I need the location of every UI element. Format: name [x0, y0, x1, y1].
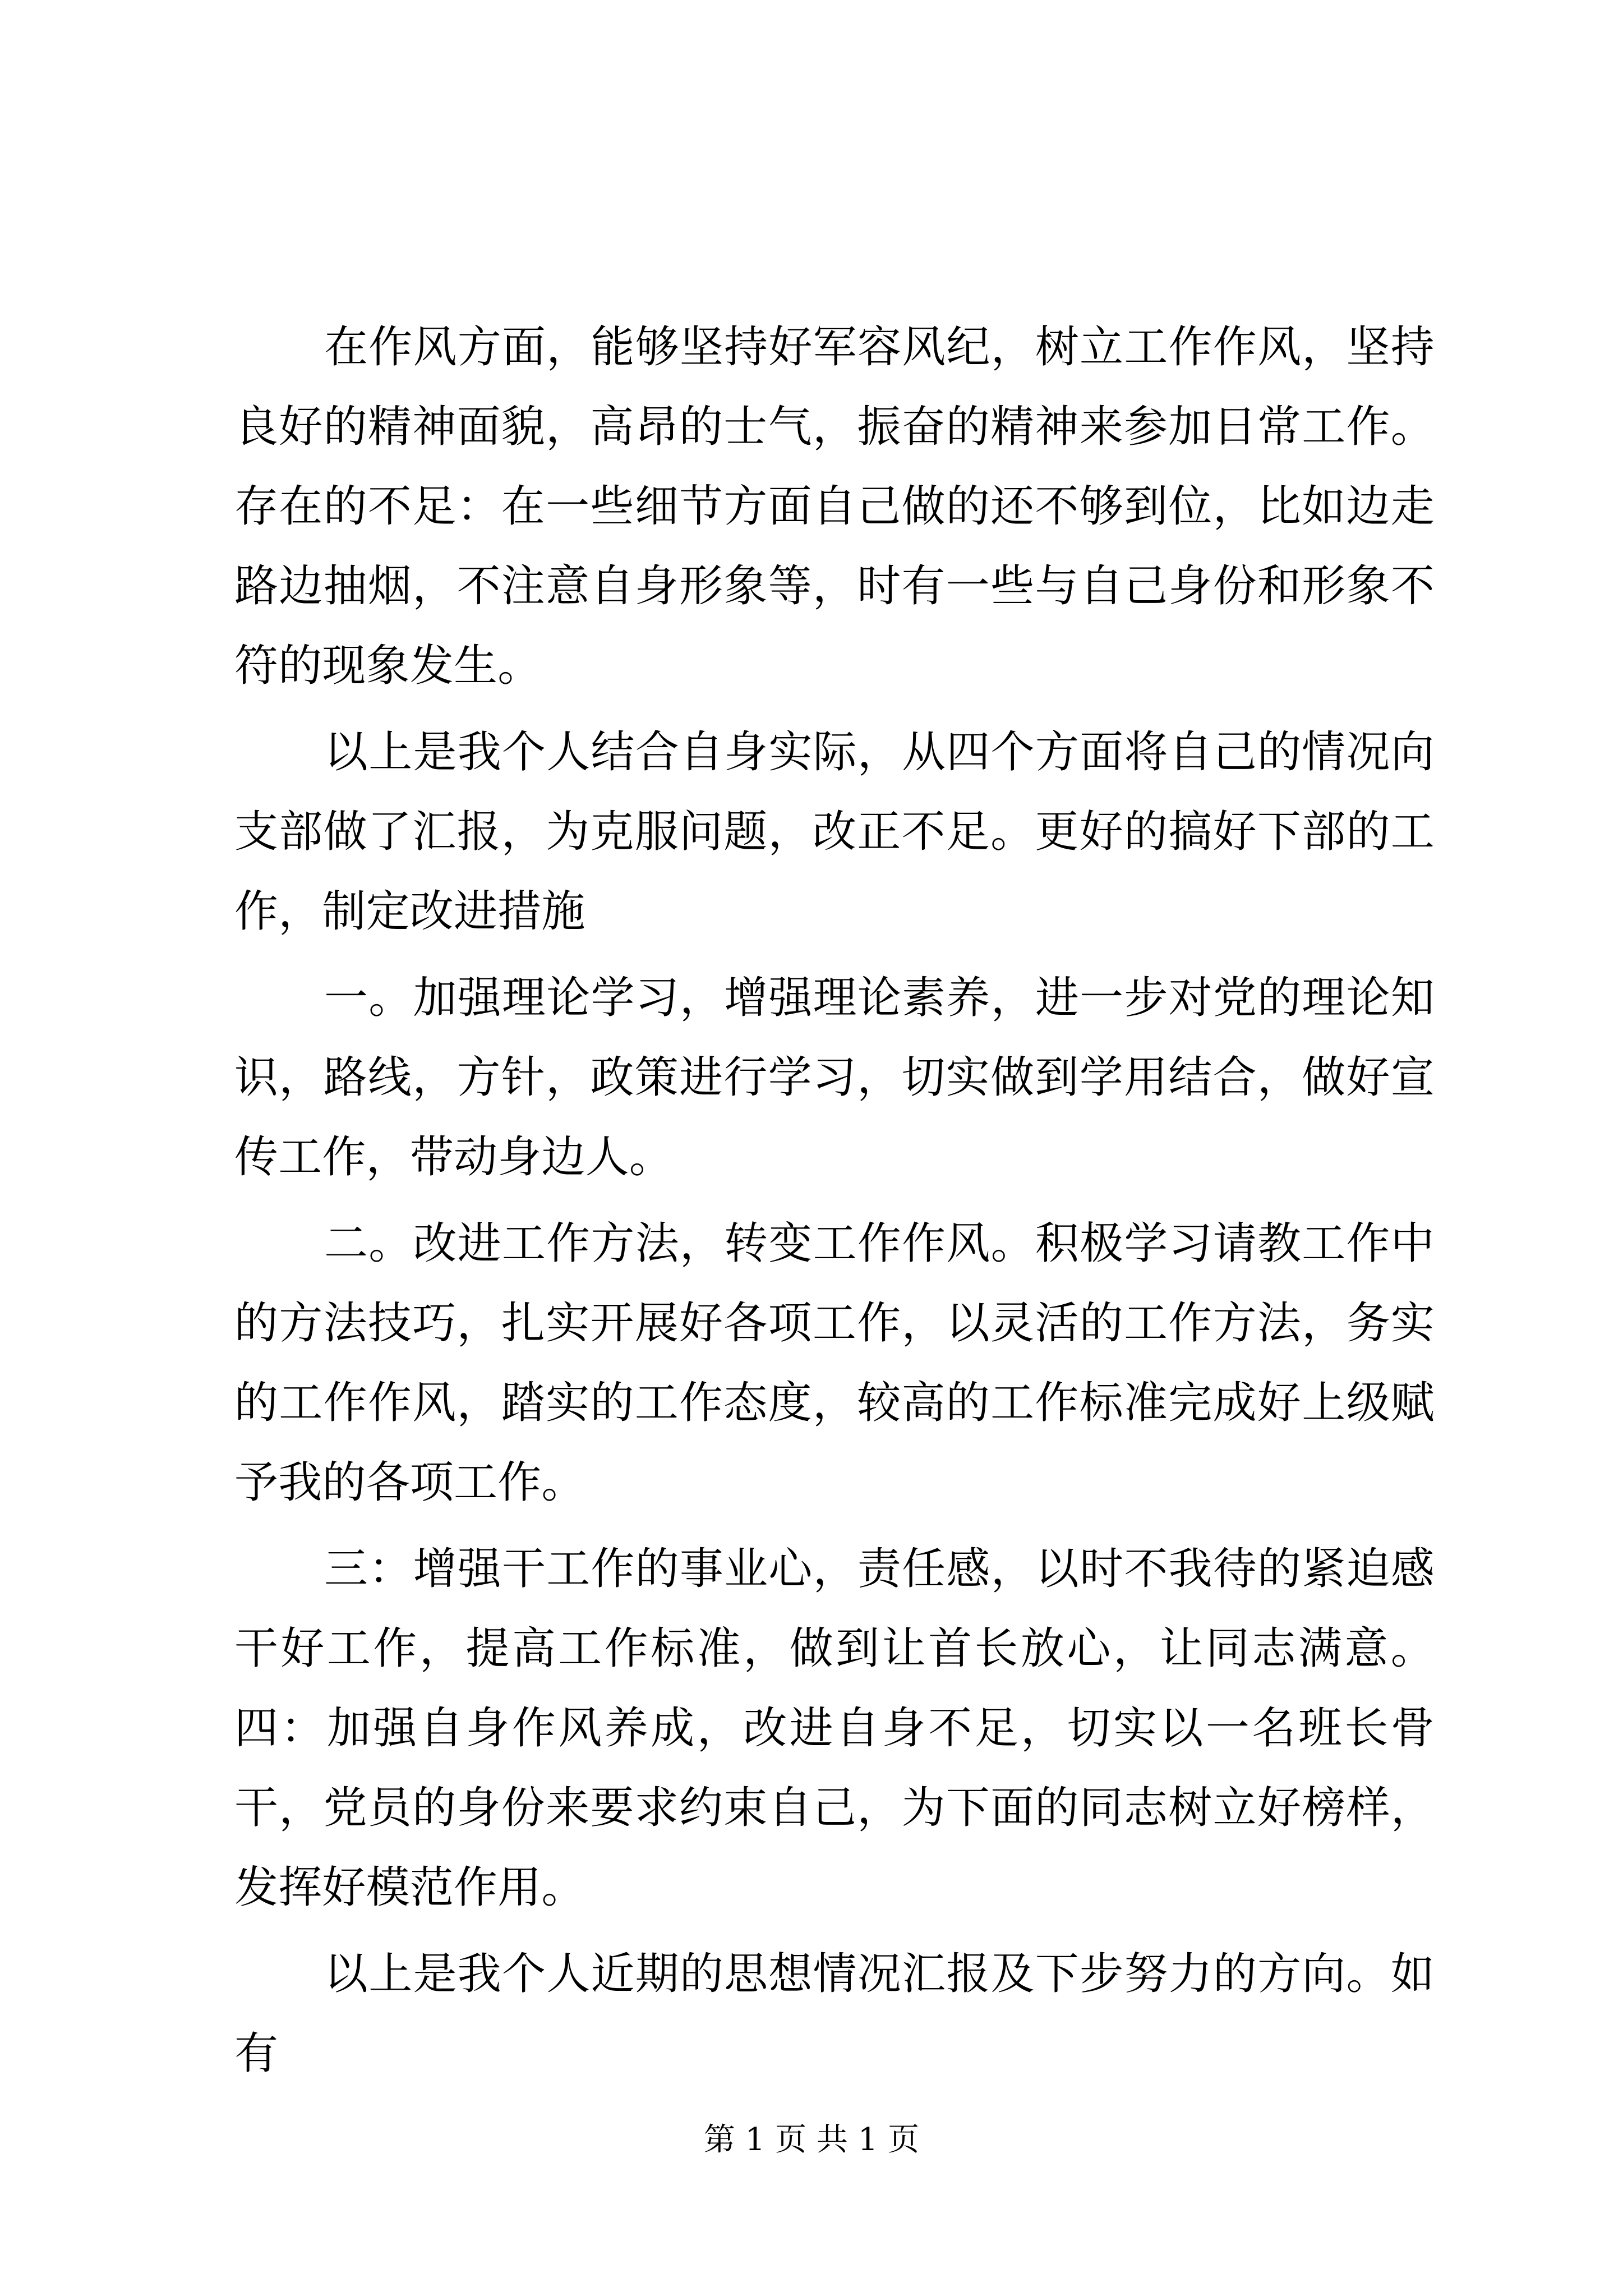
paragraph-measure-two: 二。改进工作方法，转变工作作风。积极学习请教工作中的方法技巧，扎实开展好各项工作，以灵活的工作方法，务实的工作作风，踏实的工作态度，较高的工作标准完成好上级赋予我的各项工作。 — [234, 1218, 1435, 1508]
paragraph-closing: 以上是我个人近期的思想情况汇报及下步努力的方向。如有 — [234, 1949, 1435, 2079]
paragraph-measure-one: 一。加强理论学习，增强理论素养，进一步对党的理论知识，路线，方针，政策进行学习，切实做到学用结合，做好宣传工作，带动身边人。 — [234, 973, 1435, 1182]
document-body — [234, 307, 1435, 2100]
paragraph-measure-three-four: 三：增强干工作的事业心，责任感，以时不我待的紧迫感干好工作，提高工作标准，做到让首长放心，让同志满意。四：加强自身作风养成，改进自身不足，切实以一名班长骨干，党员的身份来要求约束自己，为下面的同志树立好榜样，发挥好模范作用。 — [234, 1544, 1435, 1913]
page-footer: 第 1 页 共 1 页 — [703, 2122, 920, 2158]
paragraph-conduct: 在作风方面，能够坚持好军容风纪，树立工作作风，坚持良好的精神面貌，高昂的士气，振奋的精神来参加日常工作。存在的不足：在一些细节方面自己做的还不够到位，比如边走路边抽烟，不注意自身形象等，时有一些与自己身份和形象不符的现象发生。 — [234, 322, 1435, 691]
paragraph-summary: 以上是我个人结合自身实际，从四个方面将自己的情况向支部做了汇报，为克服问题，改正不足。更好的搞好下部的工作，制定改进措施 — [234, 727, 1435, 937]
